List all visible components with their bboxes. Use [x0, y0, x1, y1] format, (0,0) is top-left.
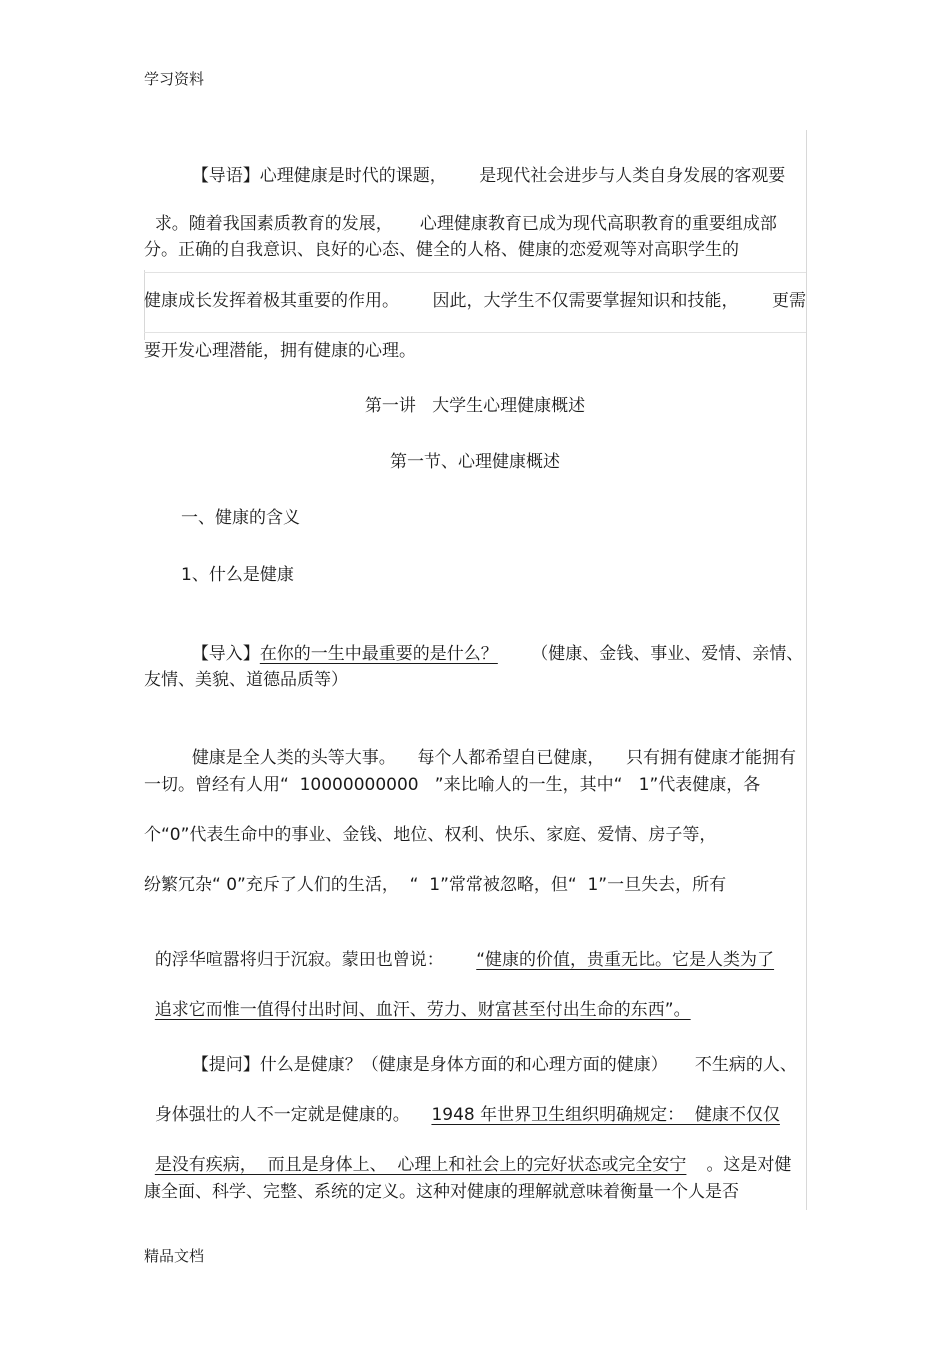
daoru-line-1: 【导入】在你的一生中最重要的是什么？ （健康、金钱、事业、爱情、亲情、 [191, 644, 804, 664]
lecture-title: 第一讲 大学生心理健康概述 [364, 396, 586, 416]
montaigne-quote-start: “健康的价值，贵重无比。它是人类为了 [476, 950, 775, 970]
intro-line-5: 要开发心理潜能，拥有健康的心理。 [144, 341, 416, 361]
intro-line-1: 【导语】心理健康是时代的课题， 是现代社会进步与人类自身发展的客观要 [191, 166, 786, 186]
p1-line-4: 纷繁冗杂“ 0”充斥了人们的生活， “ 1”常常被忽略，但“ 1”一旦失去，所有 [144, 875, 727, 895]
p1-line-2: 一切。曾经有人用“ 10000000000 ”来比喻人的一生，其中“ 1”代表健康，各 [144, 775, 761, 795]
p1-line-6 [144, 974, 806, 1022]
frame-line-mid [144, 332, 806, 333]
intro-line-4: 健康成长发挥着极其重要的作用。 因此，大学生不仅需要掌握知识和技能， 更需 [144, 291, 806, 311]
heading-health-meaning: 一、健康的含义 [181, 508, 300, 528]
heading-what-is-health: 1、什么是健康 [181, 565, 294, 585]
p2-line-3: 是没有疾病， 而且是身体上、 心理上和社会上的完好状态或完全安宁 。这是对健 [154, 1155, 792, 1175]
p1-line-1: 健康是全人类的头等大事。 每个人都希望自已健康， 只有拥有健康才能拥有 [191, 748, 797, 768]
frame-line-top [144, 272, 806, 273]
section-title: 第一节、心理健康概述 [390, 452, 560, 472]
p1-line-3: 个“0”代表生命中的事业、金钱、地位、权利、快乐、家庭、爱情、房子等， [144, 825, 717, 845]
daoru-question: 在你的一生中最重要的是什么？ [259, 644, 498, 664]
page-footer: 精品文档 [144, 1247, 205, 1265]
p2-line-4: 康全面、科学、完整、系统的定义。这种对健康的理解就意味着衡量一个人是否 [144, 1182, 739, 1202]
p2-line-1: 【提问】什么是健康？（健康是身体方面的和心理方面的健康） 不生病的人、 [191, 1055, 797, 1075]
montaigne-quote-end: 追求它而惟一值得付出时间、血汗、劳力、财富甚至付出生命的东西”。 [154, 1000, 691, 1020]
page-header: 学习资料 [144, 70, 205, 88]
frame-line-right [806, 130, 807, 1210]
intro-line-2: 求。随着我国素质教育的发展， 心理健康教育已成为现代高职教育的重要组成部 [154, 214, 777, 234]
p1-line-5: 的浮华喧嚣将归于沉寂。蒙田也曾说： “健康的价值，贵重无比。它是人类为了 [154, 950, 775, 970]
who-definition-end: 是没有疾病， 而且是身体上、 心理上和社会上的完好状态或完全安宁 [154, 1155, 687, 1175]
intro-line-3: 分。正确的自我意识、良好的心态、健全的人格、健康的恋爱观等对高职学生的 [144, 240, 739, 260]
daoru-line-2: 友情、美貌、道德品质等） [144, 670, 348, 690]
who-definition-start: 1948 年世界卫生组织明确规定： 健康不仅仅 [431, 1105, 780, 1125]
p2-line-2: 身体强壮的人不一定就是健康的。 1948 年世界卫生组织明确规定： 健康不仅仅 [154, 1105, 780, 1125]
